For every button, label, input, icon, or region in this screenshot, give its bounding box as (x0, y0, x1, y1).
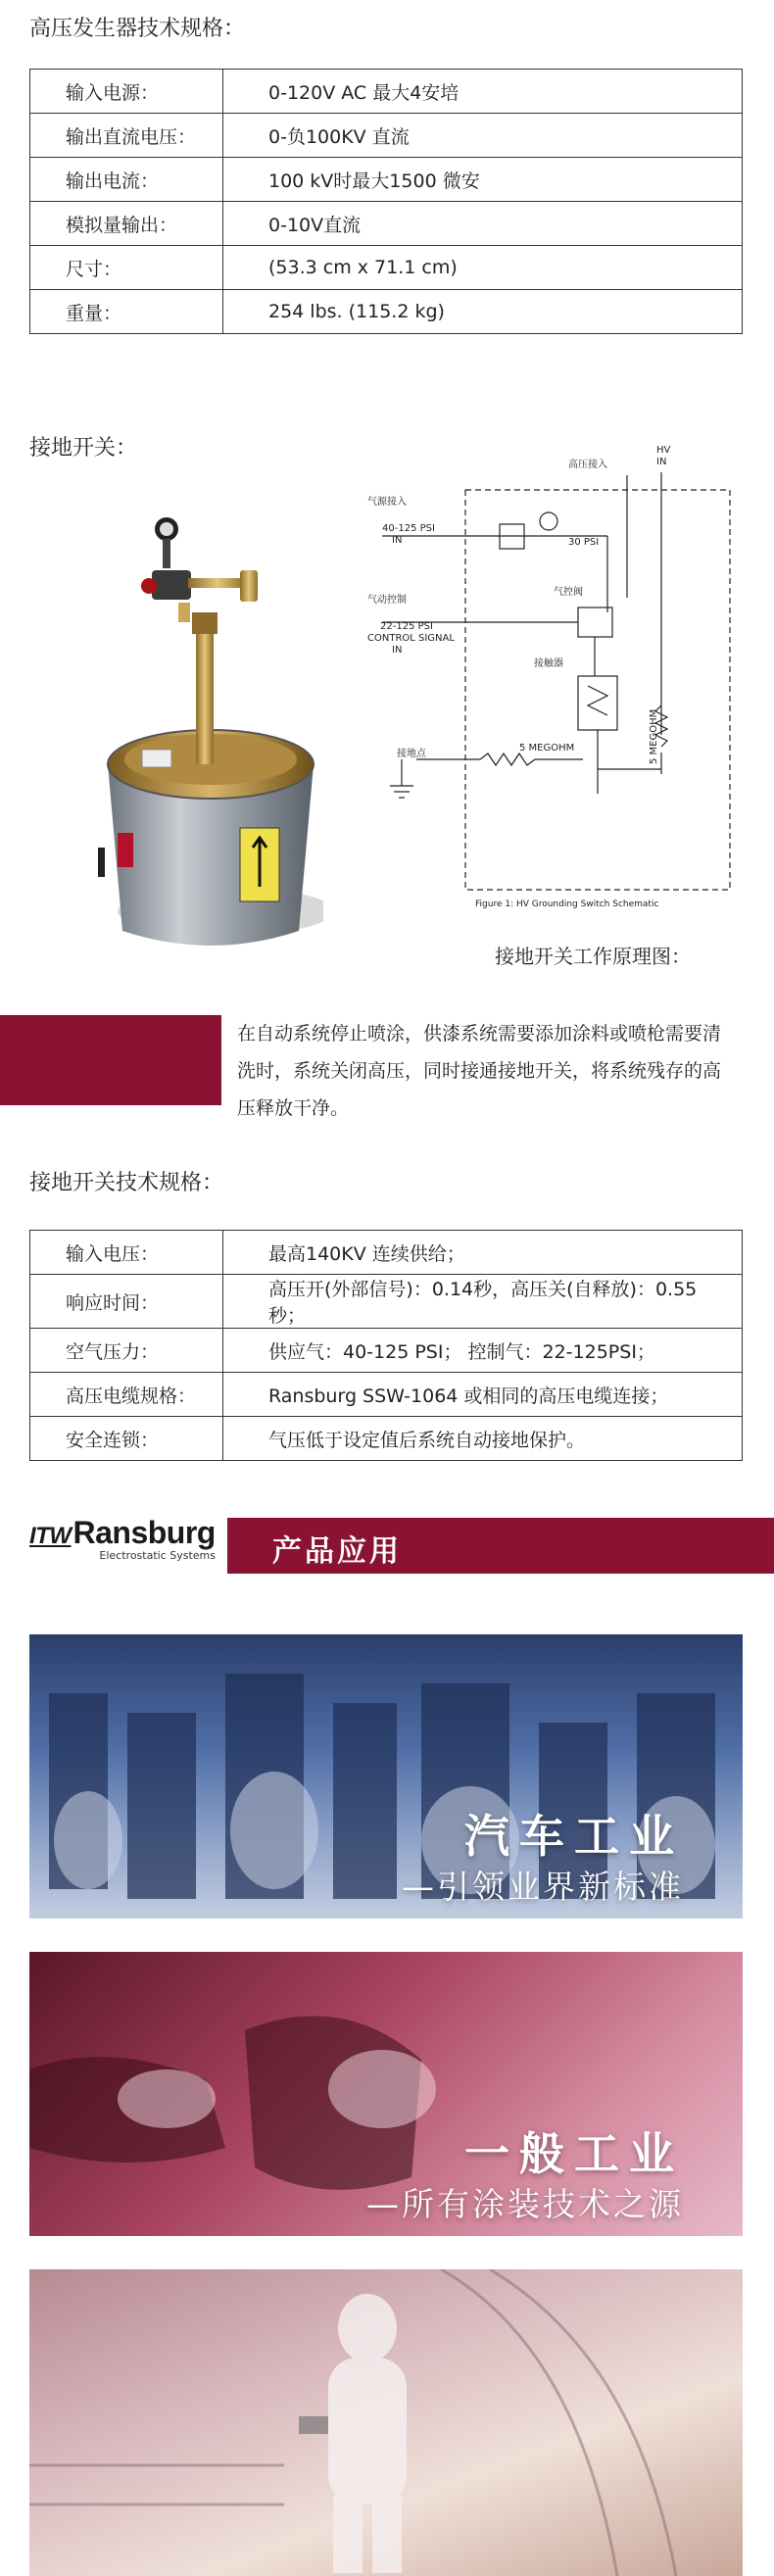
schem-ctrl-signal: CONTROL SIGNAL (367, 633, 455, 644)
schem-r2: 5 MEGOHM (649, 708, 659, 764)
generator-spec-key: 尺寸： (30, 246, 223, 290)
switch-spec-table (29, 1230, 743, 1461)
schem-ctrl-psi: 22-125 PSI (380, 621, 433, 632)
ground-switch-description: 在自动系统停止喷涂，供漆系统需要添加涂料或喷枪需要清洗时，系统关闭高压，同时接通接地开关，将系统残存的高压释放干净。 (237, 1023, 722, 1119)
schem-air-ctrl: 气动控制 (367, 595, 407, 606)
generator-spec-row (30, 158, 743, 202)
generator-spec-key: 重量： (30, 290, 223, 334)
logo-sub: Electrostatic Systems (99, 1549, 216, 1562)
generator-spec-value: 254 lbs. (115.2 kg) (223, 290, 743, 334)
generator-spec-row (30, 70, 743, 114)
switch-spec-value: Ransburg SSW-1064 或相同的高压电缆连接； (223, 1373, 743, 1417)
photo-general-industry (29, 1952, 743, 2236)
schem-hv-in: HV (656, 445, 671, 456)
logo-brand: Ransburg (73, 1515, 216, 1550)
schem-r1: 5 MEGOHM (519, 743, 575, 753)
switch-spec-key: 安全连锁： (30, 1417, 223, 1461)
generator-spec-row (30, 202, 743, 246)
generator-spec-value: 0-120V AC 最大4安培 (223, 70, 743, 114)
photo-spray-operator (29, 2269, 743, 2576)
switch-spec-key: 高压电缆规格： (30, 1373, 223, 1417)
switch-spec-row (30, 1373, 743, 1417)
generator-spec-value: 100 kV时最大1500 微安 (223, 158, 743, 202)
generator-spec-key: 输出电流： (30, 158, 223, 202)
generator-spec-key: 输出直流电压： (30, 114, 223, 158)
switch-spec-title: 接地开关技术规格： (29, 1171, 224, 1195)
schem-air-valve: 气控阀 (554, 587, 583, 598)
generator-spec-table (29, 69, 743, 334)
app-general-title: 一般工业 (464, 2127, 684, 2180)
switch-spec-value: 最高140KV 连续供给； (223, 1231, 743, 1275)
schem-ground-pt: 接地点 (397, 749, 426, 759)
schem-psi30: 30 PSI (568, 537, 600, 548)
generator-spec-value: 0-10V直流 (223, 202, 743, 246)
app-automotive-title: 汽车工业 (464, 1810, 684, 1863)
generator-spec-value: (53.3 cm x 71.1 cm) (223, 246, 743, 290)
schematic-caption: 接地开关工作原理图： (495, 945, 691, 968)
logo-itw: ITW (29, 1523, 72, 1549)
schem-hv-top: 高压接入 (568, 460, 607, 470)
schem-contactor: 接触器 (534, 658, 563, 669)
generator-spec-key: 输入电源： (30, 70, 223, 114)
switch-spec-value: 气压低于设定值后系统自动接地保护。 (223, 1417, 743, 1461)
switch-spec-key: 输入电压： (30, 1231, 223, 1275)
switch-spec-key: 空气压力： (30, 1329, 223, 1373)
generator-spec-row (30, 246, 743, 290)
switch-spec-row (30, 1417, 743, 1461)
schem-ctrl-in: IN (392, 645, 403, 656)
schem-air-psi: 40-125 PSI (382, 523, 435, 534)
switch-spec-value: 供应气：40-125 PSI； 控制气：22-125PSI； (223, 1329, 743, 1373)
switch-spec-row (30, 1329, 743, 1373)
switch-spec-row (30, 1231, 743, 1275)
app-automotive-subtitle: —引领业界新标准 (402, 1868, 684, 1906)
generator-spec-row (30, 290, 743, 334)
schem-air-psi-in: IN (392, 535, 403, 546)
schem-hv-in2: IN (656, 457, 667, 467)
schem-figure-caption: Figure 1: HV Grounding Switch Schematic (475, 899, 659, 909)
pressure-pot-illustration (98, 500, 323, 960)
switch-spec-key: 响应时间： (30, 1275, 223, 1329)
generator-spec-title: 高压发生器技术规格： (29, 17, 246, 41)
app-title: 产品应用 (272, 1534, 402, 1569)
ground-switch-schematic (363, 441, 745, 911)
switch-spec-row (30, 1275, 743, 1329)
accent-bar (0, 1015, 221, 1105)
switch-spec-value: 高压开(外部信号)：0.14秒，高压关(自释放)：0.55秒； (223, 1275, 743, 1329)
ransburg-logo (29, 1515, 216, 1585)
generator-spec-key: 模拟量输出： (30, 202, 223, 246)
generator-spec-row (30, 114, 743, 158)
schem-air-in: 气源接入 (367, 497, 407, 508)
ground-switch-title: 接地开关： (29, 436, 138, 461)
generator-spec-value: 0-负100KV 直流 (223, 114, 743, 158)
app-general-subtitle: —所有涂装技术之源 (366, 2185, 684, 2223)
photo-automotive (29, 1634, 743, 1919)
